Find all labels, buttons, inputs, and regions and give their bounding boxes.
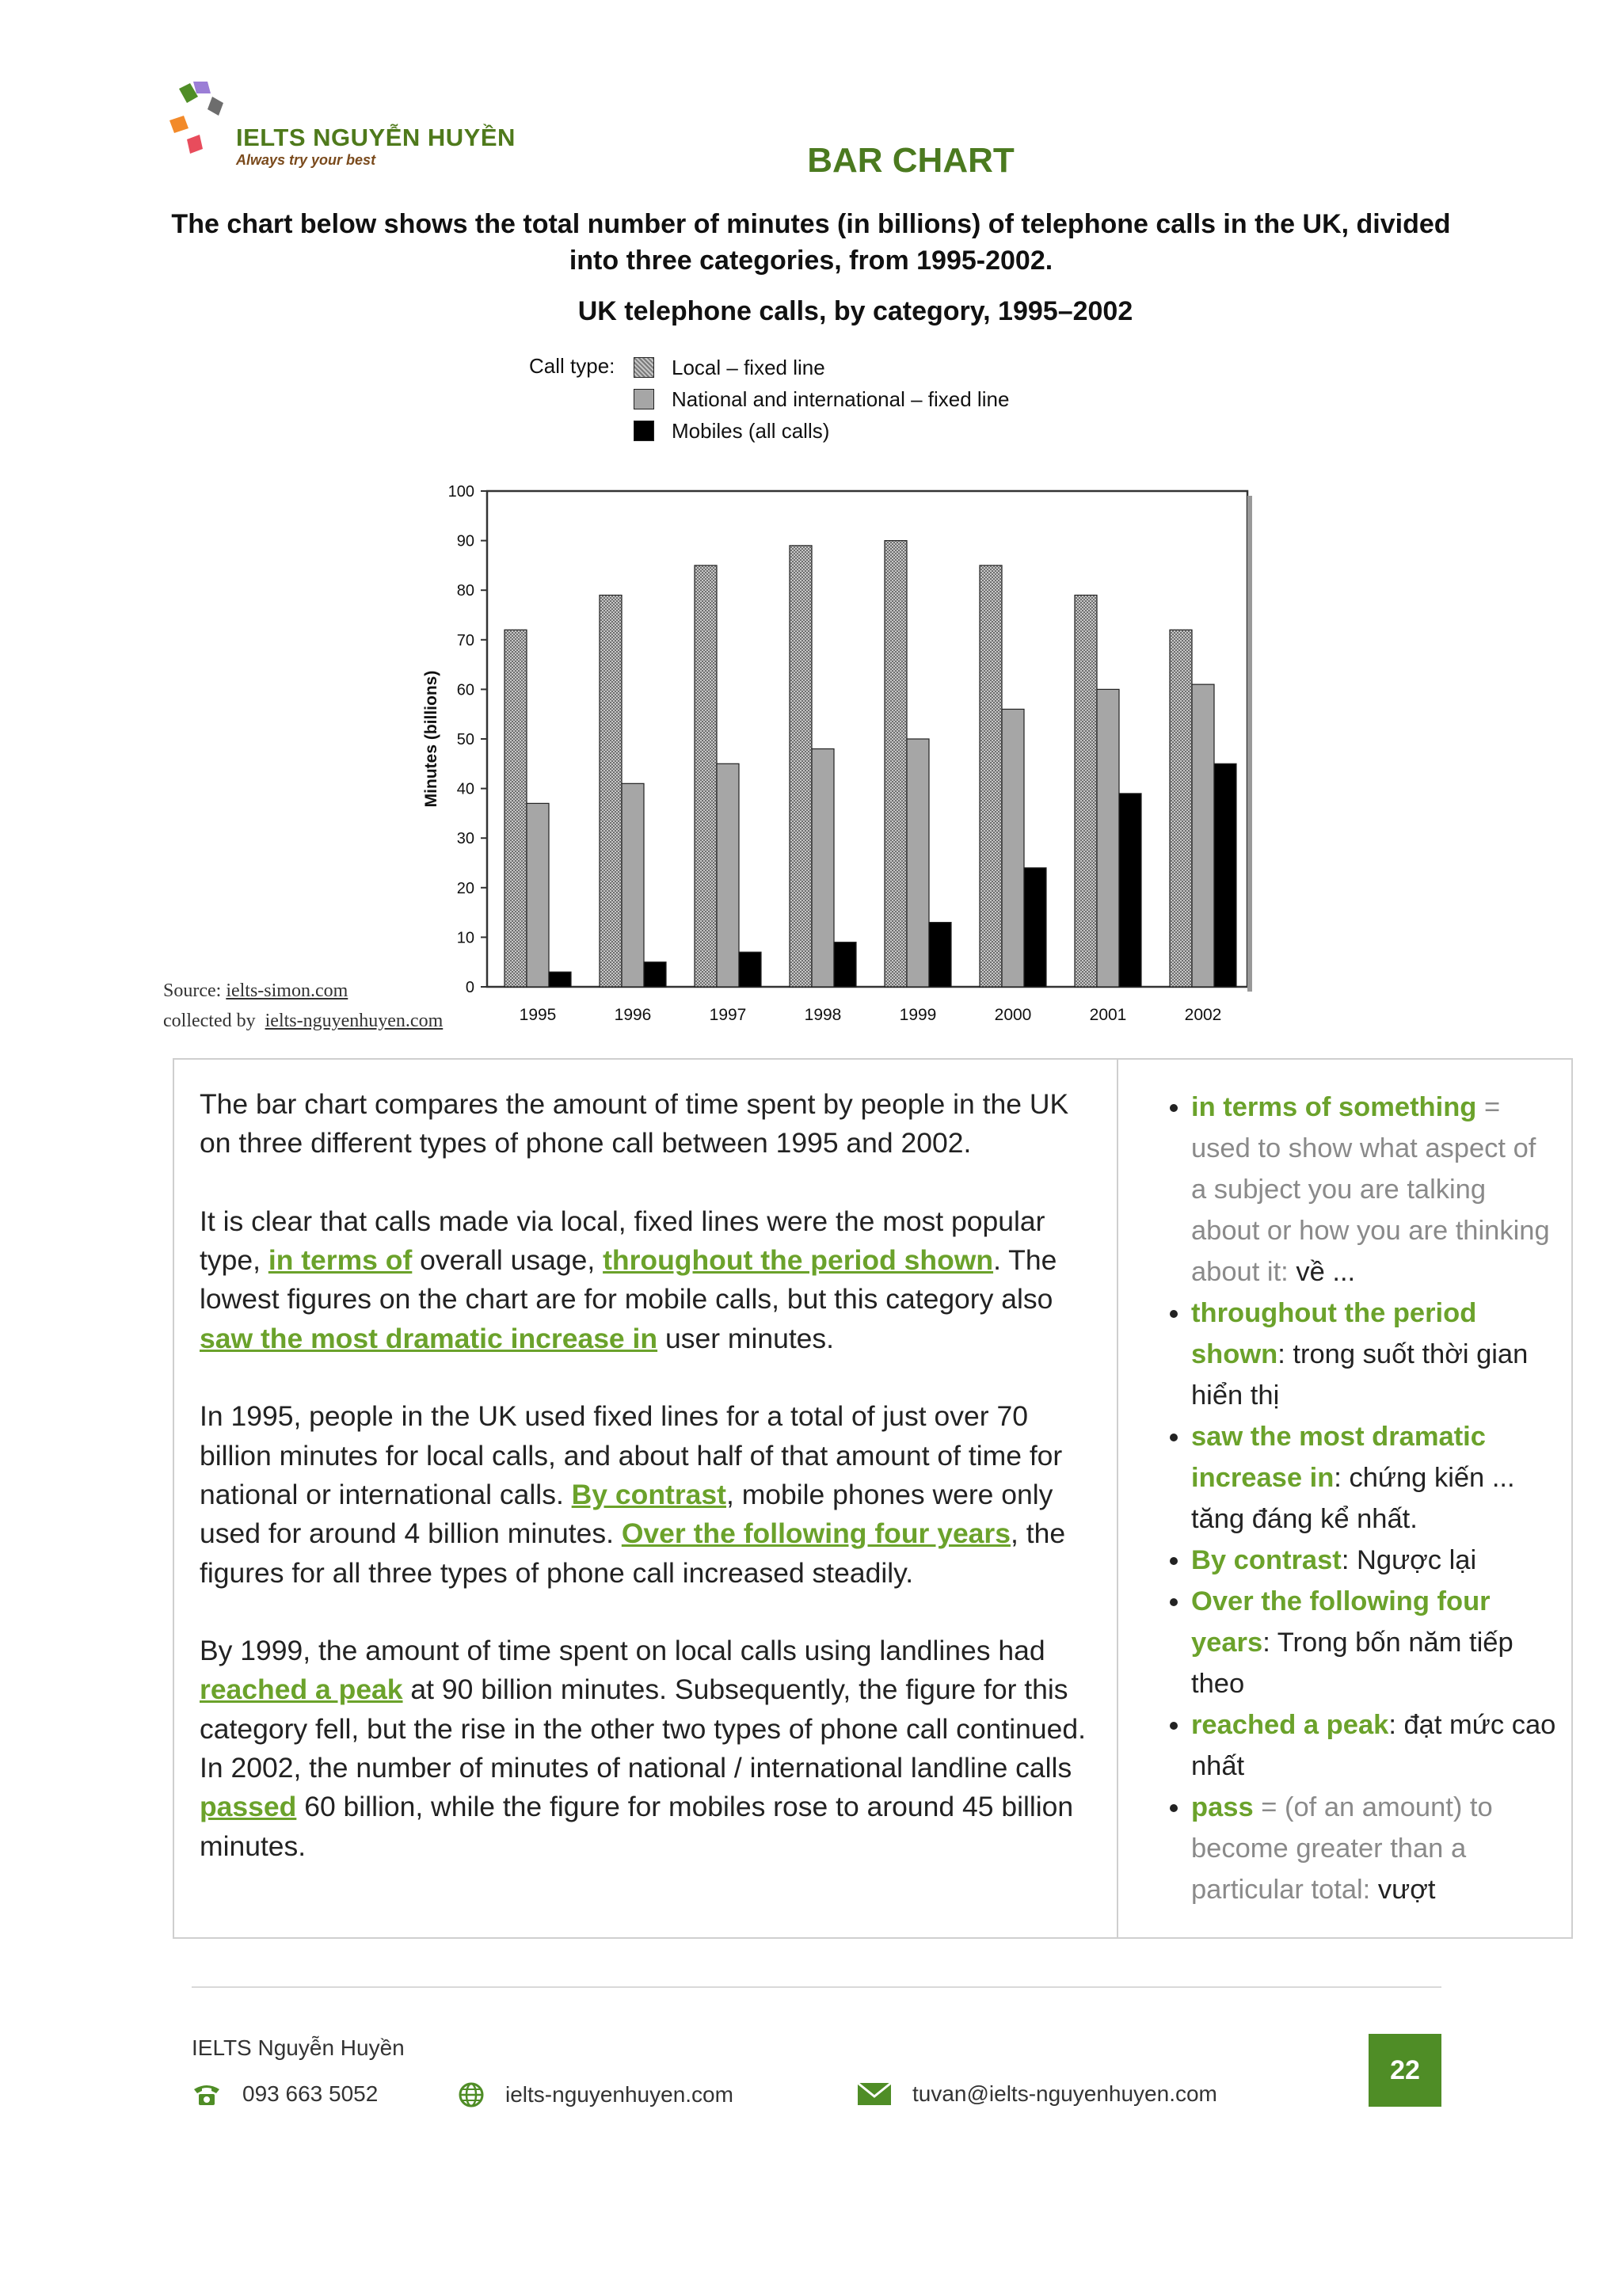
y-tick-label: 90: [456, 532, 474, 550]
bar-mobiles-1999: [929, 923, 951, 987]
brand-name: IELTS NGUYỄN HUYỀN: [236, 124, 516, 151]
bar-national-2002: [1192, 684, 1214, 987]
bar-national-1995: [527, 803, 549, 987]
essay-text: at 90 billion minutes. Subsequently, the figure for this category fell, but the rise in the other two types of phone call continued. In 2002, the number of minutes of national / international landline calls: [200, 1673, 1086, 1784]
highlight-phrase: passed: [200, 1791, 297, 1823]
vocab-term: saw the most dramatic increase in: [1191, 1422, 1486, 1493]
essay-text: user minutes.: [657, 1322, 835, 1354]
bar-local-1995: [504, 630, 527, 987]
logo-mark-icon: [166, 79, 238, 166]
y-tick-label: 20: [456, 879, 474, 897]
vocab-translation: chứng kiến ... tăng đáng kể nhất.: [1191, 1463, 1515, 1534]
vocab-translation: đạt mức cao nhất: [1191, 1710, 1556, 1781]
collected-link[interactable]: ielts-nguyenhuyen.com: [265, 1011, 444, 1031]
bar-mobiles-1997: [739, 952, 761, 987]
vocab-term: throughout the period shown: [1191, 1298, 1477, 1369]
bar-national-2001: [1097, 689, 1119, 987]
vocab-item: [1191, 1704, 1559, 1787]
y-axis-label: Minutes (billions): [422, 670, 440, 808]
vocab-separator: :: [1388, 1710, 1404, 1740]
vocab-item: [1191, 1787, 1559, 1910]
legend-swatch-local: [634, 357, 654, 378]
highlight-phrase: throughout the period shown: [603, 1244, 994, 1277]
vocab-translation: trong suốt thời gian hiển thị: [1191, 1339, 1529, 1411]
phone-icon: [192, 2081, 222, 2107]
x-tick-label: 1995: [519, 1006, 557, 1024]
bar-national-1997: [717, 763, 739, 987]
page-title: BAR CHART: [807, 141, 1015, 180]
globe-icon: [458, 2081, 485, 2108]
legend-item-mobiles: [634, 418, 829, 444]
vocab-term: By contrast: [1191, 1545, 1342, 1575]
column-divider: [1117, 1058, 1118, 1939]
legend-label-local: Local – fixed line: [672, 355, 825, 379]
footer-brand-name: IELTS Nguyễn Huyền: [192, 2035, 405, 2060]
essay-text: In 1995, people in the UK used fixed lines for a total of just over 70 billion minutes for local calls, and about half of that amount of time for national or international calls.: [200, 1400, 1063, 1510]
brand-tagline: Always try your best: [236, 152, 376, 168]
legend-label-mobiles: Mobiles (all calls): [672, 418, 830, 443]
x-tick-label: 1998: [804, 1006, 842, 1024]
bar-local-2000: [980, 565, 1002, 987]
vocab-translation: về ...: [1296, 1257, 1356, 1287]
source-label: Source:: [163, 980, 222, 1001]
essay-text: overall usage,: [412, 1244, 603, 1277]
vocab-definition: (of an amount) to become greater than a particular total:: [1191, 1792, 1493, 1905]
y-tick-label: 50: [456, 731, 474, 748]
vocab-term: in terms of something: [1191, 1092, 1477, 1122]
email-link: tuvan@ielts-nguyenhuyen.com: [912, 2081, 1217, 2106]
vocab-term: reached a peak: [1191, 1710, 1389, 1740]
essay-paragraph-2: [200, 1202, 1102, 1358]
vocab-separator: =: [1253, 1792, 1285, 1822]
vocab-translation: Trong bốn năm tiếp theo: [1191, 1628, 1513, 1699]
bar-national-1999: [907, 739, 929, 987]
highlight-phrase: in terms of: [268, 1244, 413, 1277]
essay-text: The bar chart compares the amount of time spent by people in the UK on three different types of phone call between 1995 and 2002.: [200, 1088, 1069, 1159]
vocab-translation: vượt: [1377, 1875, 1436, 1905]
y-tick-label: 80: [456, 582, 474, 600]
bar-mobiles-2000: [1024, 868, 1046, 987]
y-tick-label: 70: [456, 631, 474, 649]
vocab-item: [1191, 1087, 1559, 1293]
chart-title: UK telephone calls, by category, 1995–2002: [577, 296, 1133, 326]
legend-label-national: National and international – fixed line: [672, 386, 1010, 411]
vocab-translation: Ngược lại: [1356, 1545, 1477, 1575]
task-prompt: The chart below shows the total number of minutes (in billions) of telephone calls in the UK, divided into three categories, from 1995-2002.: [171, 209, 1451, 276]
x-tick-label: 2001: [1089, 1006, 1127, 1024]
page-number: 22: [1369, 2034, 1441, 2107]
phone-number: 093 663 5052: [242, 2081, 379, 2106]
essay-text: 60 billion, while the figure for mobiles rose to around 45 billion minutes.: [200, 1791, 1074, 1862]
essay-paragraph-4: [200, 1632, 1102, 1866]
y-tick-label: 40: [456, 780, 474, 798]
highlight-phrase: reached a peak: [200, 1673, 403, 1706]
essay-paragraph-3: [200, 1397, 1102, 1592]
legend-title: Call type:: [529, 354, 615, 378]
bar-mobiles-1998: [834, 942, 856, 987]
y-tick-label: 10: [456, 929, 474, 947]
vocab-item: [1191, 1581, 1559, 1704]
brand-logo: [166, 79, 516, 168]
y-tick-label: 100: [447, 483, 474, 501]
bar-national-2000: [1002, 709, 1024, 987]
vocab-item: [1191, 1293, 1559, 1416]
vocab-separator: =: [1476, 1092, 1501, 1122]
model-essay: [200, 1085, 1102, 1905]
essay-paragraph-1: [200, 1085, 1102, 1163]
essay-text: , mobile phones were only used for around 4 billion minutes.: [200, 1478, 1053, 1550]
essay-text: , the figures for all three types of phone call increased steadily.: [200, 1517, 1066, 1589]
footer-email[interactable]: [857, 2081, 1217, 2107]
vocab-separator: :: [1334, 1463, 1350, 1493]
footer-phone[interactable]: [192, 2081, 378, 2107]
bar-mobiles-2001: [1119, 794, 1141, 987]
bar-local-1997: [695, 565, 717, 987]
vocab-definition: used to show what aspect of a subject you are talking about or how you are thinking about it:: [1191, 1133, 1550, 1287]
source-link[interactable]: ielts-simon.com: [226, 980, 348, 1001]
footer-website[interactable]: [458, 2081, 733, 2108]
collected-label: collected by: [163, 1011, 256, 1031]
essay-text: . The lowest figures on the chart are for mobile calls, but this category also: [200, 1244, 1057, 1316]
mail-icon: [857, 2081, 892, 2107]
vocab-item: [1191, 1416, 1559, 1540]
vocab-separator: :: [1262, 1628, 1277, 1658]
essay-text: It is clear that calls made via local, fixed lines were the most popular type,: [200, 1205, 1045, 1277]
source-line: [163, 980, 348, 1002]
bar-mobiles-2002: [1214, 763, 1236, 987]
legend-swatch-national: [634, 389, 654, 409]
highlight-phrase: By contrast: [571, 1478, 726, 1510]
vocab-separator: :: [1341, 1545, 1357, 1575]
plot-shadow: [1247, 496, 1252, 992]
bar-national-1998: [812, 749, 834, 987]
bar-local-2001: [1075, 595, 1097, 987]
x-tick-label: 1999: [899, 1006, 937, 1024]
bar-chart: [380, 475, 1275, 1045]
y-tick-label: 30: [456, 830, 474, 848]
bar-mobiles-1995: [549, 972, 571, 987]
footer-divider: [192, 1986, 1441, 1988]
collected-line: [163, 1011, 443, 1032]
y-tick-label: 60: [456, 681, 474, 699]
highlight-phrase: Over the following four years: [621, 1517, 1011, 1550]
y-tick-label: 0: [465, 979, 474, 996]
vocab-separator: :: [1277, 1339, 1293, 1369]
vocabulary-list: [1147, 1087, 1559, 1910]
website-link: ielts-nguyenhuyen.com: [505, 2082, 733, 2107]
vocab-term: pass: [1191, 1792, 1254, 1822]
legend-item-national: [634, 386, 1009, 412]
x-tick-label: 1996: [614, 1006, 652, 1024]
x-tick-label: 1997: [709, 1006, 747, 1024]
vocab-term: Over the following four years: [1191, 1586, 1491, 1658]
essay-text: By 1999, the amount of time spent on local calls using landlines had: [200, 1635, 1045, 1667]
vocab-item: [1191, 1540, 1559, 1581]
bar-local-1998: [790, 546, 812, 987]
bar-mobiles-1996: [644, 962, 666, 987]
legend-swatch-mobiles: [634, 421, 654, 441]
bar-local-1996: [600, 595, 622, 987]
x-tick-label: 2000: [994, 1006, 1032, 1024]
legend-item-local: [634, 355, 825, 380]
bar-local-1999: [885, 541, 907, 987]
bar-local-2002: [1170, 630, 1192, 987]
x-tick-label: 2002: [1184, 1006, 1222, 1024]
bar-national-1996: [622, 783, 644, 987]
highlight-phrase: saw the most dramatic increase in: [200, 1322, 658, 1354]
